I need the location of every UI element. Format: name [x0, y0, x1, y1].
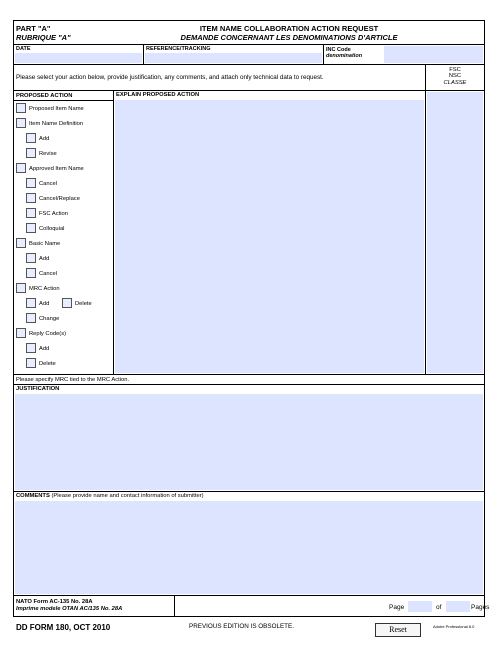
- proposed-action-option: [14, 356, 113, 371]
- proposed-action-option: [14, 296, 113, 311]
- reference-field[interactable]: [145, 53, 322, 63]
- proposed-action-option: [14, 161, 113, 176]
- date-label: DATE: [16, 46, 31, 52]
- previous-edition-note: PREVIOUS EDITION IS OBSOLETE.: [189, 623, 294, 630]
- inc-code-label: [326, 47, 362, 59]
- option-label: FSC Action: [39, 211, 68, 217]
- inc-code-label-fr: denomination: [326, 53, 363, 59]
- form-title-en: ITEM NAME COLLABORATION ACTION REQUEST: [199, 24, 379, 33]
- option-checkbox[interactable]: [26, 193, 36, 203]
- reset-button[interactable]: Reset: [375, 623, 421, 637]
- option-checkbox[interactable]: [16, 118, 26, 128]
- nato-form-fr: Imprime modele OTAN AC/135 No. 28A: [16, 606, 123, 612]
- explain-header: EXPLAIN PROPOSED ACTION: [116, 92, 200, 98]
- nato-form-label: [14, 596, 175, 616]
- pages-label: Pages: [471, 604, 490, 611]
- proposed-action-option: [14, 236, 113, 251]
- option-label: Cancel: [39, 181, 58, 187]
- total-pages-field[interactable]: [446, 601, 470, 612]
- option-checkbox[interactable]: [26, 208, 36, 218]
- comments-field[interactable]: [15, 501, 483, 594]
- option-label: Item Name Definition: [29, 121, 84, 127]
- proposed-action-header: PROPOSED ACTION: [14, 91, 113, 101]
- proposed-action-option: [14, 266, 113, 281]
- reference-label: REFERENCE/TRACKING: [146, 46, 211, 52]
- proposed-action-option: [14, 101, 113, 116]
- instructions-text: Please select your action below, provide justification, any comments, and attach only technical data to request.: [14, 65, 426, 90]
- classe-label: CLASSE: [443, 79, 467, 86]
- option-label: Delete: [39, 361, 56, 367]
- option-checkbox[interactable]: [26, 133, 36, 143]
- form-header: [14, 21, 484, 45]
- date-field[interactable]: [15, 53, 142, 63]
- option-checkbox[interactable]: [26, 178, 36, 188]
- form-title: [154, 24, 424, 42]
- comments-label: COMMENTS: [16, 493, 50, 499]
- part-label: [16, 24, 71, 42]
- inc-code-field[interactable]: [384, 46, 483, 63]
- proposed-action-option: [14, 176, 113, 191]
- option-checkbox[interactable]: [16, 283, 26, 293]
- option-checkbox[interactable]: [26, 253, 36, 263]
- mrc-note: Please specify MRC tied to the MRC Action.: [14, 375, 484, 385]
- proposed-action-option: [14, 311, 113, 326]
- explain-column: [114, 91, 426, 374]
- proposed-action-option: [14, 146, 113, 161]
- part-label-fr: RUBRIQUE "A": [16, 33, 71, 42]
- adobe-note: Adobe Professional 8.0: [433, 624, 475, 629]
- option-label: Delete: [75, 301, 92, 307]
- reference-cell: [144, 45, 324, 64]
- form-frame: [13, 20, 490, 617]
- comments-header: [16, 493, 204, 499]
- fsc-field[interactable]: [427, 92, 483, 373]
- justification-header: JUSTIFICATION: [16, 386, 60, 392]
- option-checkbox[interactable]: [16, 163, 26, 173]
- option-label: Change: [39, 316, 60, 322]
- proposed-action-option: [14, 206, 113, 221]
- explain-field[interactable]: [115, 100, 424, 373]
- option-label: Cancel: [39, 271, 58, 277]
- nsc-label: NSC: [448, 73, 462, 80]
- option-checkbox[interactable]: [16, 103, 26, 113]
- proposed-action-section: [14, 91, 484, 375]
- option-checkbox[interactable]: [62, 298, 72, 308]
- comments-section: [14, 492, 484, 596]
- option-checkbox[interactable]: [26, 298, 36, 308]
- option-label: Colloquial: [39, 226, 65, 232]
- option-checkbox[interactable]: [26, 148, 36, 158]
- option-checkbox[interactable]: [16, 238, 26, 248]
- date-reference-row: [14, 45, 484, 65]
- option-label: Revise: [39, 151, 57, 157]
- justification-section: [14, 385, 484, 492]
- option-label: Proposed Item Name: [29, 106, 84, 112]
- of-label: of: [436, 604, 442, 611]
- option-label: MRC Action: [29, 286, 60, 292]
- fsc-column: [426, 91, 484, 374]
- justification-field[interactable]: [15, 394, 483, 490]
- proposed-action-option: [14, 116, 113, 131]
- option-label: Basic Name: [29, 241, 61, 247]
- option-label: Reply Code(s): [29, 331, 67, 337]
- page-label: Page: [389, 604, 405, 611]
- option-label: Approved Item Name: [29, 166, 84, 172]
- nato-form-en: NATO Form AC-135 No. 28A: [16, 599, 93, 605]
- proposed-action-option: [14, 281, 113, 296]
- form-id: DD FORM 180, OCT 2010: [16, 623, 111, 632]
- option-label: Add: [39, 346, 50, 352]
- option-label: Add: [39, 301, 50, 307]
- option-checkbox[interactable]: [26, 223, 36, 233]
- option-checkbox[interactable]: [26, 343, 36, 353]
- part-label-en: PART "A": [16, 24, 51, 33]
- inc-code-label-en: INC Code: [326, 47, 351, 53]
- proposed-action-option: [14, 341, 113, 356]
- option-checkbox[interactable]: [16, 328, 26, 338]
- fsc-header: [426, 65, 484, 90]
- proposed-action-option: [14, 191, 113, 206]
- option-label: Cancel/Replace: [39, 196, 80, 202]
- option-label: Add: [39, 136, 50, 142]
- option-checkbox[interactable]: [26, 358, 36, 368]
- page-number-field[interactable]: [408, 601, 432, 612]
- comments-hint: (Please provide name and contact information of submitter): [51, 493, 204, 499]
- proposed-action-option: [14, 221, 113, 236]
- inc-code-cell: [324, 45, 484, 64]
- page-numbering: [175, 596, 490, 616]
- instructions-row: [14, 65, 484, 91]
- proposed-action-option: [14, 326, 113, 341]
- form-footer: [14, 596, 490, 617]
- option-checkbox[interactable]: [26, 268, 36, 278]
- option-label: Add: [39, 256, 50, 262]
- proposed-action-option: [14, 251, 113, 266]
- fsc-label: FSC: [449, 67, 461, 73]
- proposed-action-column: [14, 91, 114, 374]
- form-title-fr: DEMANDE CONCERNANT LES DENOMINATIONS D'ARTICLE: [180, 33, 398, 42]
- proposed-action-options: [14, 101, 113, 371]
- form-bottom-bar: [13, 620, 485, 640]
- date-cell: [14, 45, 144, 64]
- proposed-action-option: [14, 131, 113, 146]
- option-checkbox[interactable]: [26, 313, 36, 323]
